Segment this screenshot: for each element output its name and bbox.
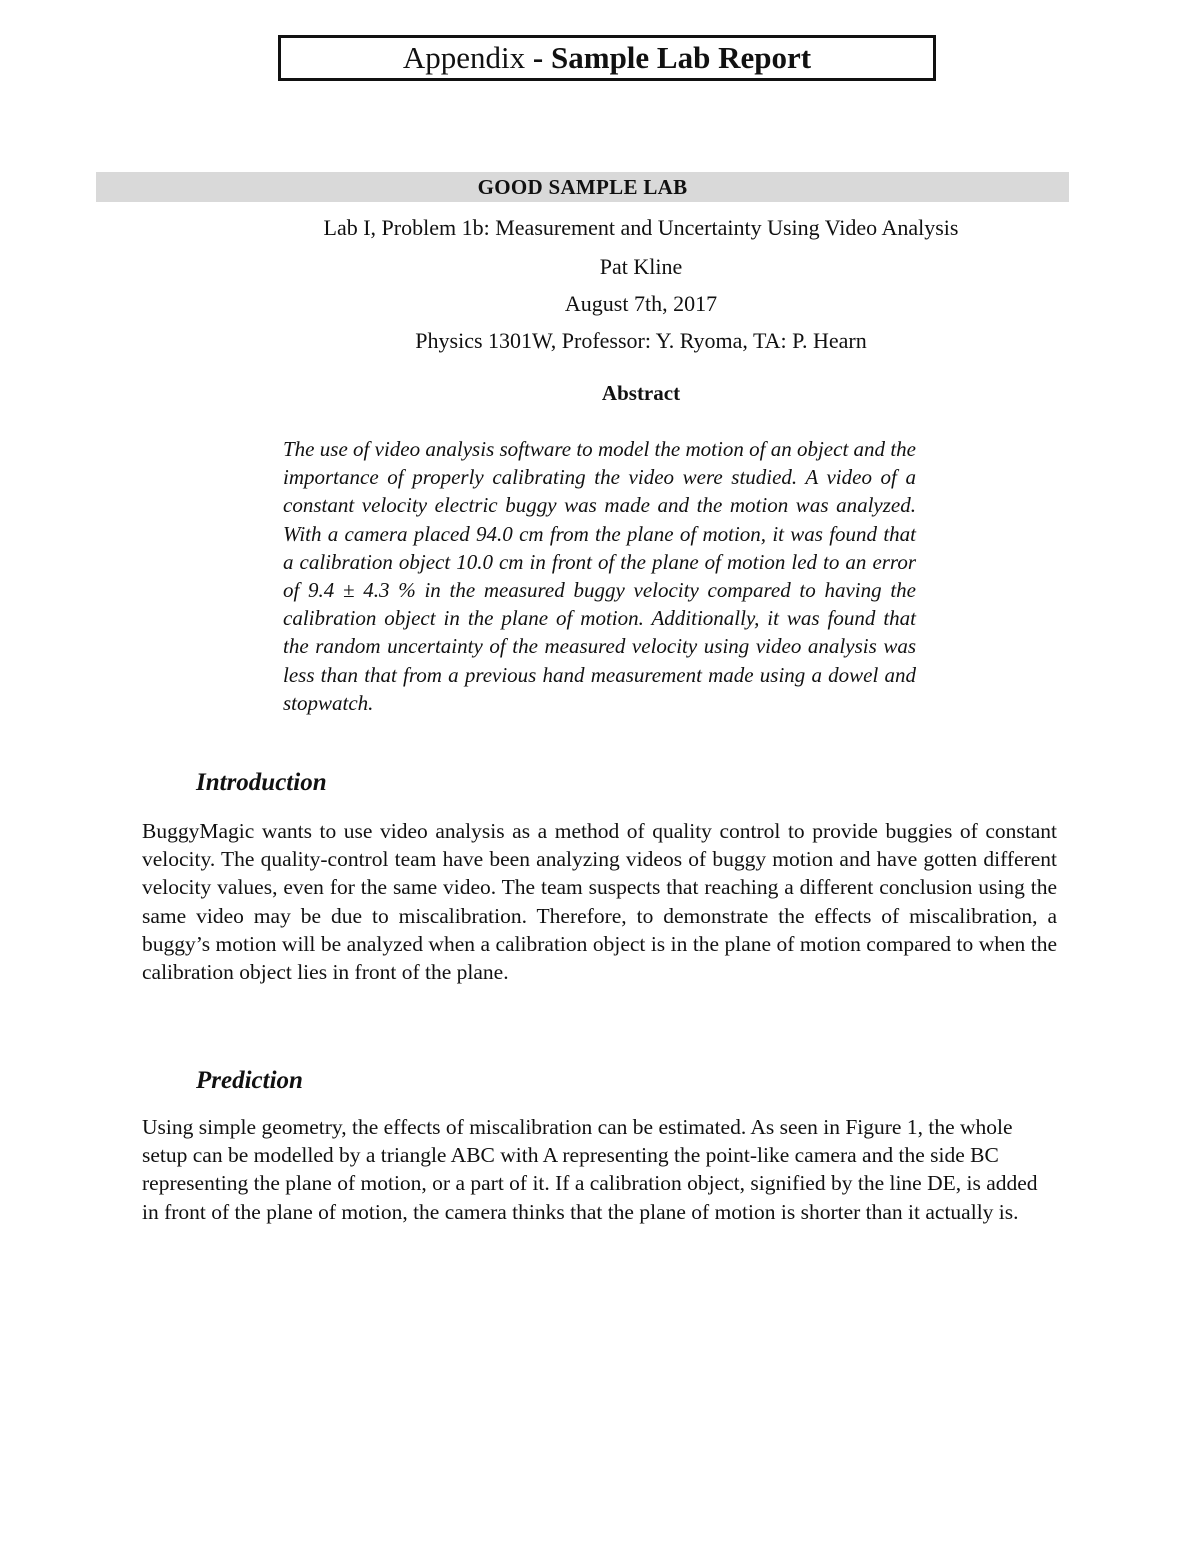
prediction-heading: Prediction [196,1067,303,1094]
author-name: Pat Kline [599,254,683,279]
abstract-body: The use of video analysis software to model the motion of an object and the importance of properly calibrating the video were studied. A video of a constant velocity electric buggy was made and the motion was analyzed. With a camera placed 94.0 cm from the plane of motion, it was found that a calibration object 10.0 cm in front of the plane of motion led to an error of 9.4 ± 4.3 % in the measured buggy velocity compared to having the calibration object in the plane of motion. Additionally, it was found that the random uncertainty of the measured velocity using video analysis was less than that from a previous hand measurement made using a dowel and stopwatch. [283,437,916,715]
introduction-heading: Introduction [196,769,327,796]
prediction-body: Using simple geometry, the effects of miscalibration can be estimated. As seen in Figure 1, the whole setup can be modelled by a triangle ABC with A representing the point-like camera and the side BC representing the plane of motion, or a part of it. If a calibration object, signified by the line DE, is added in front of the plane of motion, the camera thinks that the plane of motion is shorter than it actually is. [142,1115,1038,1224]
appendix-separator: - [525,40,551,75]
appendix-label: Appendix [402,40,526,75]
section-banner: GOOD SAMPLE LAB [96,172,1069,202]
abstract-heading: Abstract [601,381,681,405]
appendix-title-box [278,35,936,81]
lab-title: Lab I, Problem 1b: Measurement and Uncertainty Using Video Analysis [323,215,959,240]
course-info: Physics 1301W, Professor: Y. Ryoma, TA: P. Hearn [415,328,867,353]
report-date: August 7th, 2017 [564,291,718,316]
introduction-body: BuggyMagic wants to use video analysis as a method of quality control to provide buggies of constant velocity. The quality-control team have been analyzing videos of buggy motion and have gotten different velocity values, even for the same video. The team suspects that reaching a different conclusion using the same video may be due to miscalibration. Therefore, to demonstrate the effects of miscalibration, a buggy’s motion will be analyzed when a calibration object is in the plane of motion compared to when the calibration object lies in front of the plane. [142,819,1057,985]
appendix-title: Sample Lab Report [551,40,812,75]
